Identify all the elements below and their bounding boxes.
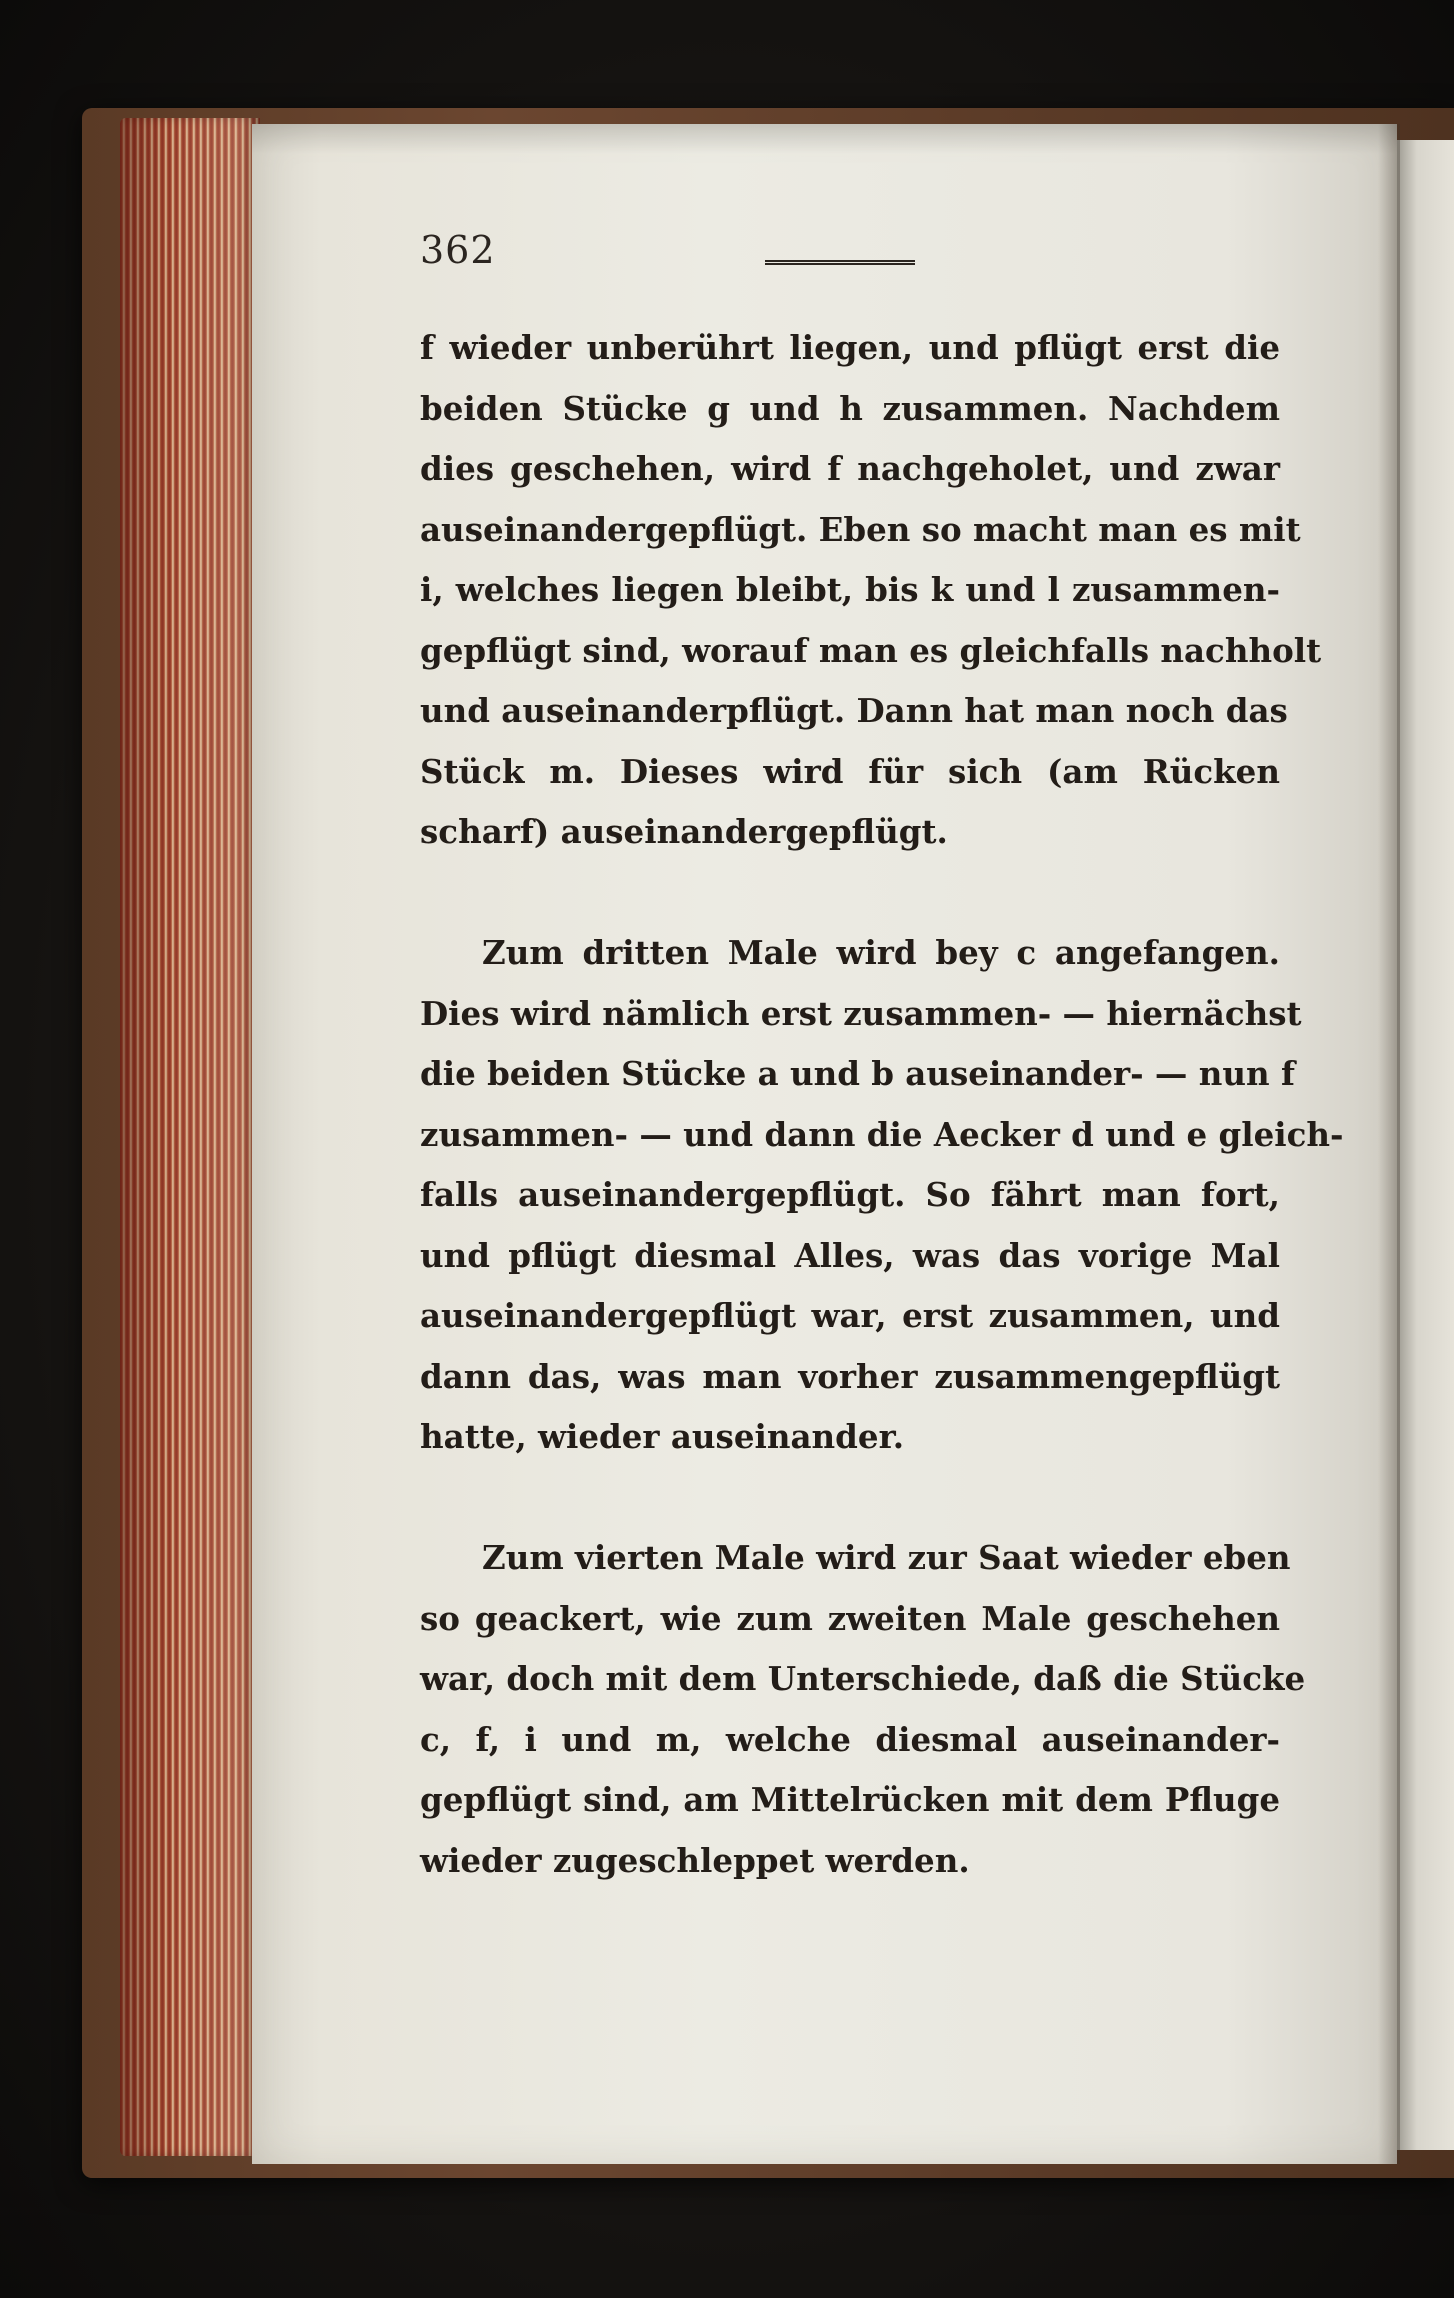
text-line: scharf) auseinandergepflügt. [420,812,948,851]
text-line: zusammen- — und dann die Aecker d und e gleich- [420,1114,1344,1154]
text-line: beiden Stücke g und h zusammen. Nachdem [420,388,1280,428]
text-line: die beiden Stücke a und b auseinander- — nun f [420,1054,1295,1093]
text-line: c, f, i und m, welche diesmal auseinander- [420,1719,1280,1759]
header-rule [765,260,915,265]
text-line: dies geschehen, wird f nachgeholet, und zwar [420,449,1280,488]
text-line: und auseinanderpflügt. Dann hat man noch das [420,691,1288,730]
text-line: i, welches liegen bleibt, bis k und l zusammen- [420,570,1280,609]
page-top-shadow [252,124,1397,154]
text-line: f wieder unberührt liegen, und pflügt erst die [420,328,1280,367]
text-line: wieder zugeschleppet werden. [420,1840,970,1880]
text-line: falls auseinandergepflügt. So fährt man fort, [420,1175,1280,1214]
page-edges-shade [120,118,260,2156]
text-line: auseinandergepflügt. Eben so macht man es mit [420,509,1301,549]
text-line: hatte, wieder auseinander. [420,1417,905,1456]
text-line: Zum vierten Male wird zur Saat wieder eben [482,1538,1291,1577]
page-text [420,318,1344,1891]
text-line: Stück m. Dieses wird für sich (am Rücken [420,751,1280,791]
text-line: war, doch mit dem Unterschiede, daß die Stücke [420,1659,1306,1698]
text-line: dann das, was man vorher zusammengepflügt [420,1356,1280,1396]
facing-page [1397,140,1454,2150]
text-line: Zum dritten Male wird bey c angefangen. [482,933,1280,972]
page-number: 362 [420,228,496,272]
paragraph-gap [420,863,1280,924]
paragraph-gap [420,1468,1280,1529]
text-line: so geackert, wie zum zweiten Male geschehen [420,1598,1280,1638]
page-gutter [1378,124,1400,2164]
text-line: Dies wird nämlich erst zusammen- — hiernächst [420,993,1302,1033]
text-line: auseinandergepflügt war, erst zusammen, und [420,1296,1280,1335]
text-line: und pflügt diesmal Alles, was das vorige Mal [420,1235,1280,1275]
text-line: gepflügt sind, am Mittelrücken mit dem Pfluge [420,1780,1280,1819]
page-header [420,228,1280,288]
text-line: gepflügt sind, worauf man es gleichfalls nachholt [420,630,1322,670]
